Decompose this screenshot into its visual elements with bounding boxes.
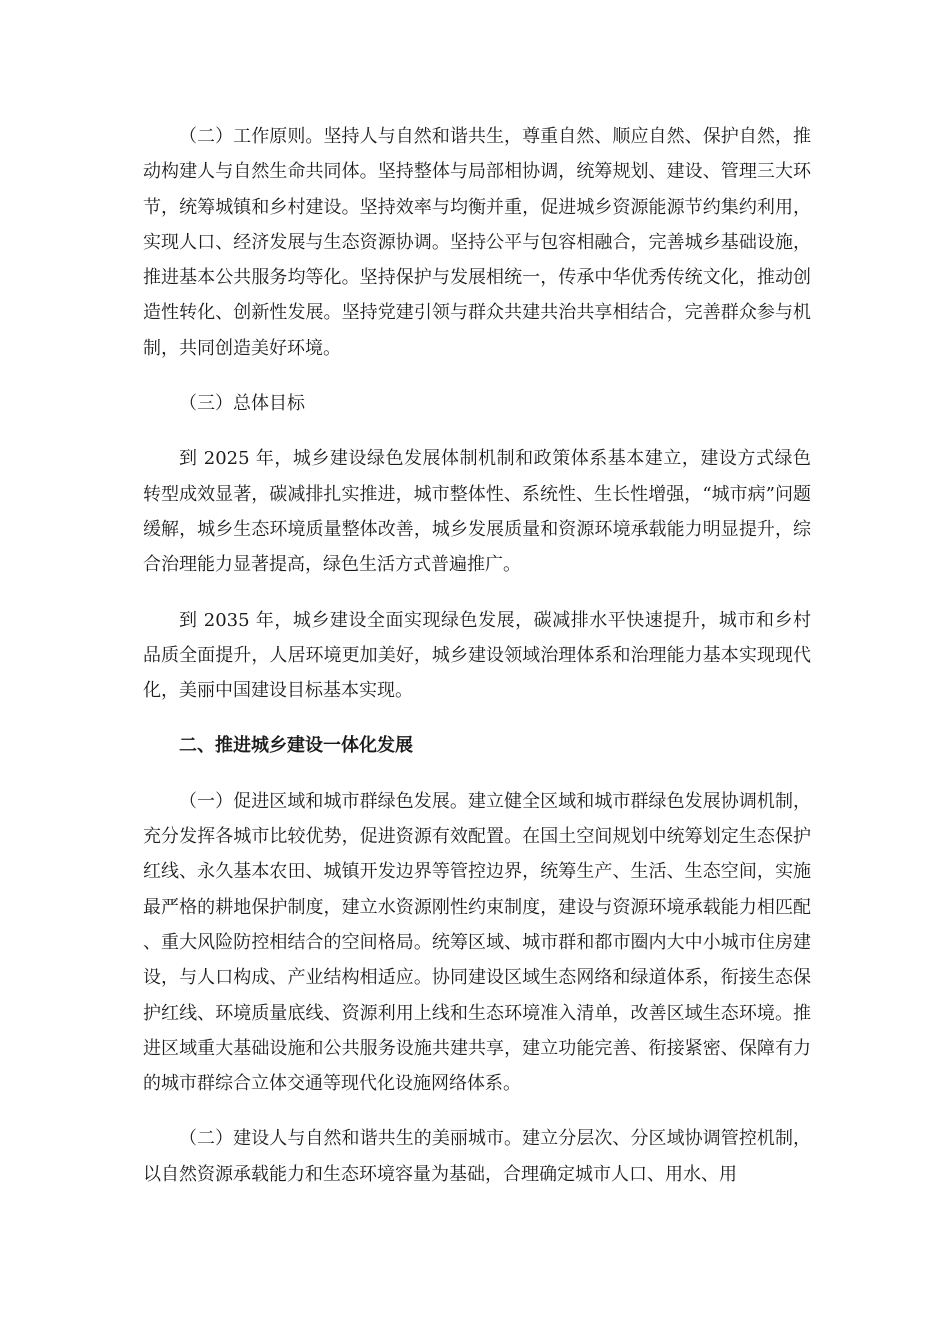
paragraph-goal-2025: 到 2025 年，城乡建设绿色发展体制机制和政策体系基本建立，建设方式绿色转型成效显著，碳减排扎实推进，城市整体性、系统性、生长性增强，“城市病”问题缓解，城乡生态环境质量整体改善，城乡发展质量和资源环境承载能力明显提升，综合治理能力显著提高，绿色生活方式普遍推广。 [143, 448, 811, 576]
document-page [143, 119, 811, 1192]
section-heading-integration: 二、推进城乡建设一体化发展 [179, 735, 413, 757]
paragraph-work-principles: （二）工作原则。坚持人与自然和谐共生，尊重自然、顺应自然、保护自然，推动构建人与自然生命共同体。坚持整体与局部相协调，统筹规划、建设、管理三大环节，统筹城镇和乡村建设。坚持效率与均衡并重，促进城乡资源能源节约集约利用，实现人口、经济发展与生态资源协调。坚持公平与包容相融合，完善城乡基础设施，推进基本公共服务均等化。坚持保护与发展相统一，传承中华优秀传统文化，推动创造性转化、创新性发展。坚持党建引领与群众共建共治共享相结合，完善群众参与机制，共同创造美好环境。 [143, 126, 811, 359]
paragraph-regional-green-development: （一）促进区域和城市群绿色发展。建立健全区域和城市群绿色发展协调机制，充分发挥各城市比较优势，促进资源有效配置。在国土空间规划中统筹划定生态保护红线、永久基本农田、城镇开发边界等管控边界，统筹生产、生活、生态空间，实施最严格的耕地保护制度，建立水资源刚性约束制度，建设与资源环境承载能力相匹配、重大风险防控相结合的空间格局。统筹区域、城市群和都市圈内大中小城市住房建设，与人口构成、产业结构相适应。协同建设区域生态网络和绿道体系，衔接生态保护红线、环境质量底线、资源利用上线和生态环境准入清单，改善区域生态环境。推进区域重大基础设施和公共服务设施共建共享，建立功能完善、衔接紧密、保障有力的城市群综合立体交通等现代化设施网络体系。 [143, 790, 811, 1095]
paragraph-goal-2035: 到 2035 年，城乡建设全面实现绿色发展，碳减排水平快速提升，城市和乡村品质全面提升，人居环境更加美好，城乡建设领域治理体系和治理能力基本实现现代化，美丽中国建设目标基本实现。 [143, 609, 811, 702]
paragraph-beautiful-city: （二）建设人与自然和谐共生的美丽城市。建立分层次、分区域协调管控机制，以自然资源承载能力和生态环境容量为基础，合理确定城市人口、用水、用 [143, 1128, 811, 1185]
paragraph-overall-goal-title: （三）总体目标 [179, 393, 305, 415]
